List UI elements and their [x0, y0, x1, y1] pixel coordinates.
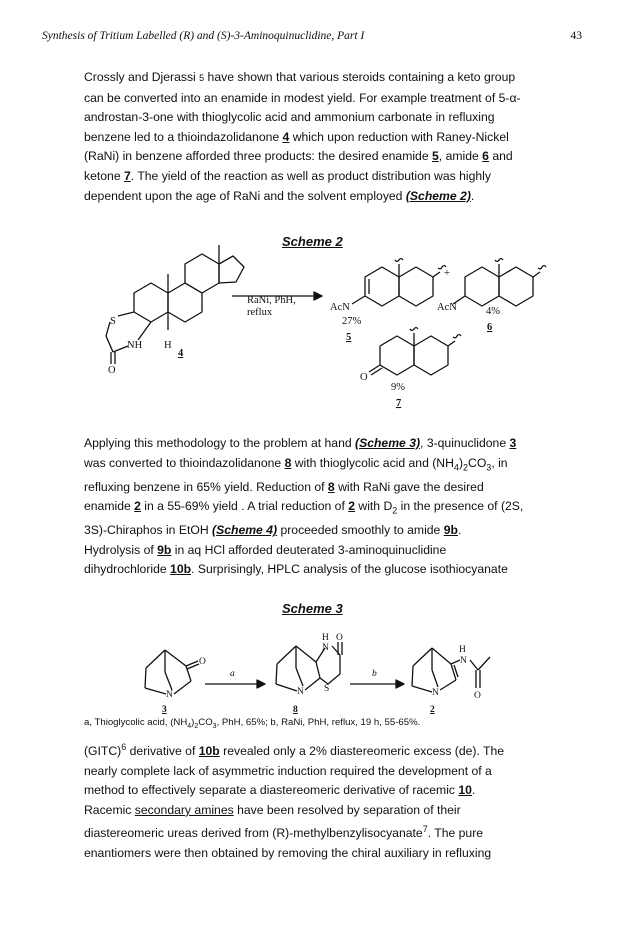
compound-ref: 10b	[198, 744, 220, 759]
atom-h-8: H	[322, 633, 329, 643]
text-line: method to effectively separate a diastereomeric derivative of racemic 10.	[84, 783, 476, 798]
scheme-2-title: Scheme 2	[282, 234, 343, 249]
compound-ref: 6	[482, 149, 489, 164]
text-line: dihydrochloride 10b. Surprisingly, HPLC analysis of the glucose isothiocyanate	[84, 562, 508, 577]
atom-n-3: N	[166, 690, 173, 700]
compound-label-3: 3	[162, 705, 167, 715]
atom-s: S	[110, 316, 116, 327]
atom-o-2: O	[474, 691, 481, 701]
text-line: (RaNi) in benzene afforded three products: the desired enamide 5, amide 6 and	[84, 149, 513, 164]
scheme-3-title: Scheme 3	[282, 601, 343, 616]
compound-label-8: 8	[293, 705, 298, 715]
compound-ref: 8	[284, 455, 292, 470]
plus-sign: +	[444, 268, 450, 279]
compound-ref: 9b	[157, 542, 172, 557]
text-line: 3S)-Chiraphos in EtOH (Scheme 4) proceeded smoothly to amide 9b.	[84, 523, 462, 538]
yield-5: 27%	[342, 316, 362, 327]
paragraph-3	[84, 738, 554, 864]
text-line: Racemic secondary amines have been resolved by separation of their	[84, 802, 461, 817]
compound-ref: 5	[432, 149, 439, 164]
page-number: 43	[570, 30, 582, 42]
text-line: nearly complete lack of asymmetric induction required the development of a	[84, 763, 492, 778]
atom-n-8a: N	[322, 643, 329, 653]
compound-label-4: 4	[178, 348, 184, 359]
text-line: was converted to thioindazolidanone 8 with thioglycolic acid and $(NH_4)_2CO_3$, in	[84, 455, 508, 473]
atom-o-8: O	[336, 633, 343, 643]
text-line: ketone 7. The yield of the reaction as well as product distribution was highly	[84, 168, 491, 183]
atom-o-7: O	[360, 372, 368, 383]
text-line: enamide 2 in a 55-69% yield . A trial reduction of 2 with $D_2$ in the presence of (2S,	[84, 499, 524, 516]
running-title: Synthesis of Tritium Labelled (R) and (S)-3-Aminoquinuclidine, Part I	[42, 30, 365, 42]
compound-label-6: 6	[487, 322, 493, 333]
compound-ref: 2	[348, 499, 356, 514]
compound-label-7: 7	[396, 398, 402, 409]
atom-o-3: O	[199, 657, 206, 667]
text-line: benzene led to a thioindazolidanone 4 which upon reduction with Raney-Nickel	[84, 129, 509, 144]
text-line: Crossly and Djerassi 5 have shown that various steroids containing a keto group	[84, 70, 516, 84]
atom-n-2b: N	[432, 688, 439, 698]
condition-label: reflux	[247, 307, 273, 318]
acn-label-6: AcN	[437, 302, 457, 313]
atom-o: O	[108, 365, 116, 376]
underlined-term: secondary amines	[134, 802, 234, 817]
text-line: androstan-3-one with thioglycolic acid and ammonium carbonate in refluxing	[84, 110, 495, 125]
text-line: (GITC)$^6$ derivative of 10b revealed only a 2% diastereomeric excess (de). The	[84, 742, 505, 759]
compound-label-2: 2	[430, 705, 435, 715]
text-line: refluxing benzene in 65% yield. Reduction of 8 with RaNi gave the desired	[84, 479, 484, 494]
acn-label-5: AcN	[330, 302, 350, 313]
scheme-ref: (Scheme 2)	[405, 188, 471, 203]
scheme-ref: (Scheme 3)	[355, 436, 421, 450]
text-line: Hydrolysis of 9b in aq HCl afforded deuterated 3-aminoquinuclidine	[84, 542, 447, 557]
yield-7: 9%	[391, 382, 405, 393]
arrow-label-b: b	[372, 669, 377, 679]
yield-6: 4%	[486, 306, 500, 317]
atom-nh: NH	[127, 340, 143, 351]
scheme-3-caption: a, Thioglycolic acid, $(NH_4)_2CO_3$, PhH, 65%; b, RaNi, PhH, reflux, 19 h, 55-65%.	[84, 717, 421, 730]
text-line: diastereomeric ureas derived from (R)-methylbenzylisocyanate$^7$. The pure	[84, 824, 484, 841]
arrow-label-a: a	[230, 669, 235, 679]
atom-n-2a: N	[460, 656, 467, 666]
atom-s-8: S	[324, 684, 330, 694]
scheme-ref: (Scheme 4)	[212, 523, 278, 538]
compound-label-5: 5	[346, 332, 352, 343]
text-line: enantiomers were then obtained by removing the chiral auxiliary in refluxing	[84, 846, 492, 861]
compound-ref: 7	[123, 168, 131, 183]
compound-ref: 10	[458, 783, 472, 798]
atom-n-8b: N	[297, 687, 304, 697]
compound-ref: 9b	[443, 523, 458, 538]
compound-ref: 4	[282, 129, 290, 144]
atom-h-2: H	[459, 645, 466, 655]
reagent-label: RaNi, PhH,	[247, 295, 296, 306]
text-line: Applying this methodology to the problem at hand (Scheme 3), 3-quinuclidone 3	[84, 436, 517, 450]
atom-h: H	[164, 340, 172, 351]
compound-ref: 10b	[170, 562, 192, 577]
compound-ref: 2	[134, 499, 141, 514]
text-line: dependent upon the age of RaNi and the solvent employed (Scheme 2).	[84, 188, 475, 203]
compound-ref: 3	[509, 436, 517, 450]
compound-ref: 8	[327, 479, 335, 494]
text-line: can be converted into an enamide in modest yield. For example treatment of 5-α-	[84, 90, 521, 105]
